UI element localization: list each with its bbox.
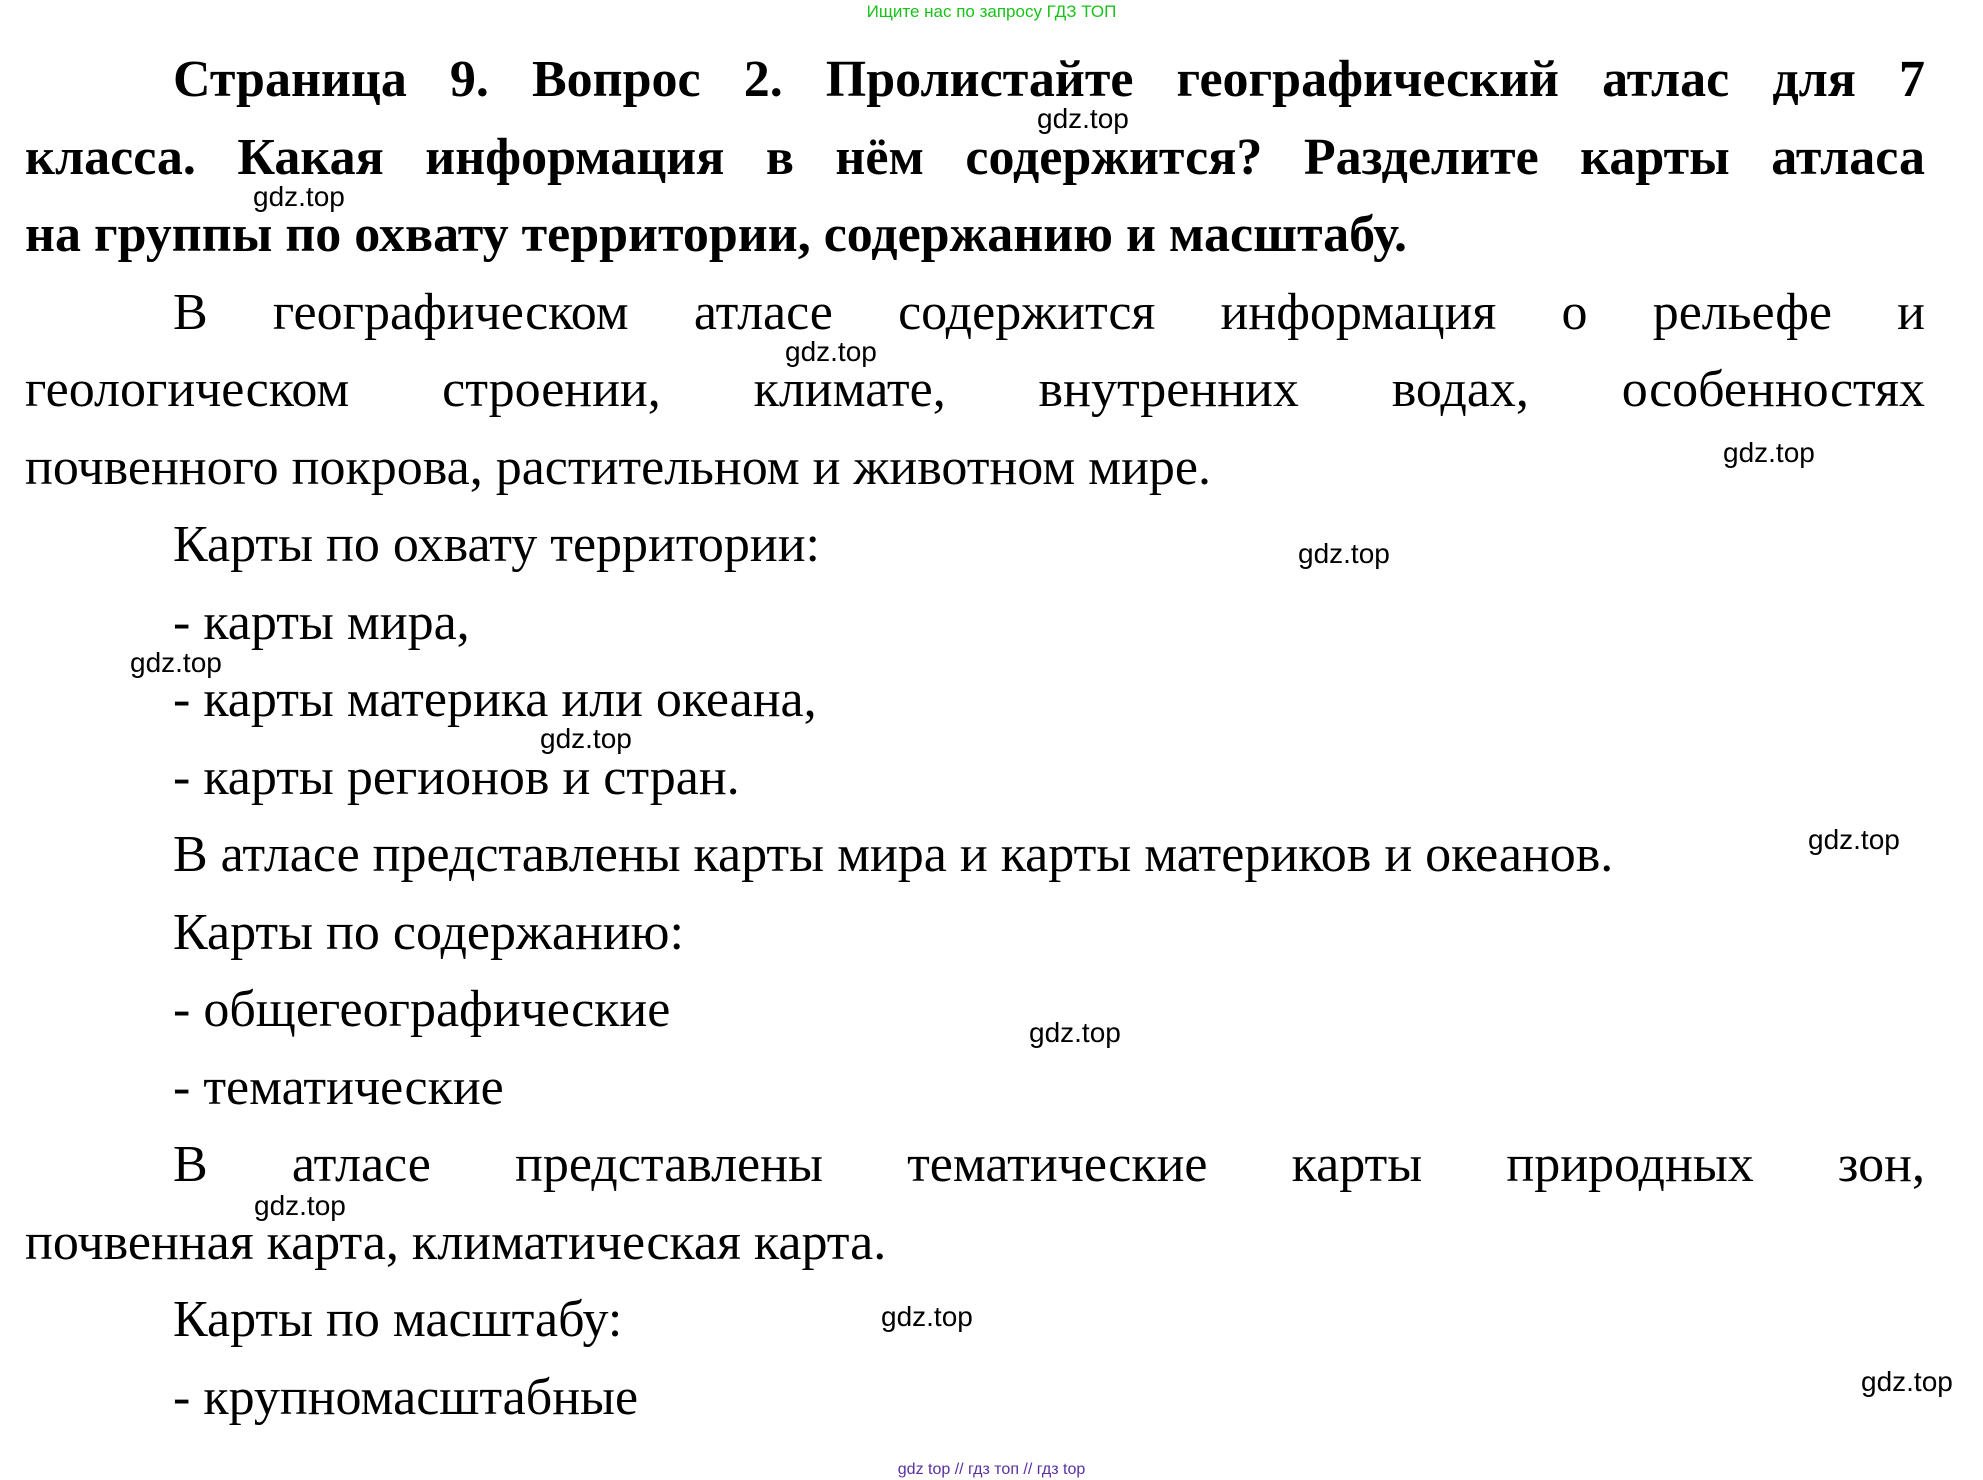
scale-heading: Карты по масштабу: <box>173 1291 623 1348</box>
answer-intro-line-3: почвенного покрова, растительном и животном мире. <box>25 439 1211 496</box>
territory-item: - карты регионов и стран. <box>173 749 740 806</box>
watermark: gdz.top <box>254 1190 346 1221</box>
territory-note: В атласе представлены карты мира и карты материков и океанов. <box>173 826 1614 883</box>
watermark: gdz.top <box>1861 1366 1953 1397</box>
watermark: gdz.top <box>1298 538 1390 569</box>
answer-intro-line-1: В географическом атласе содержится информация о рельефе и <box>173 284 1925 341</box>
territory-item: - карты мира, <box>173 594 470 651</box>
watermark: gdz.top <box>1037 103 1129 134</box>
answer-intro-line-2: геологическом строении, климате, внутренних водах, особенностях <box>25 361 1925 418</box>
watermark: gdz.top <box>1808 824 1900 855</box>
watermark: gdz.top <box>1723 437 1815 468</box>
question-line-2: класса. Какая информация в нём содержится? Разделите карты атласа <box>25 129 1925 186</box>
content-note-line-2: почвенная карта, климатическая карта. <box>25 1214 887 1271</box>
top-banner: Ищите нас по запросу ГДЗ ТОП <box>866 2 1117 21</box>
footer-links: gdz top // гдз топ // гдз top <box>897 1461 1086 1478</box>
watermark: gdz.top <box>881 1301 973 1332</box>
scale-item: - крупномасштабные <box>173 1369 639 1426</box>
territory-item: - карты материка или океана, <box>173 671 817 728</box>
watermark: gdz.top <box>540 723 632 754</box>
question-text-start: Пролистайте географический атлас для 7 <box>825 51 1925 108</box>
content-heading: Карты по содержанию: <box>173 904 684 961</box>
content-item: - тематические <box>173 1059 504 1116</box>
question-line-3: на группы по охвату территории, содержанию и масштабу. <box>25 206 1407 263</box>
question-reference: Страница 9. Вопрос 2. <box>173 51 783 108</box>
watermark: gdz.top <box>253 181 345 212</box>
watermark: gdz.top <box>1029 1017 1121 1048</box>
content-note-line-1: В атласе представлены тематические карты природных зон, <box>173 1136 1925 1193</box>
territory-heading: Карты по охвату территории: <box>173 516 821 573</box>
content-item: - общегеографические <box>173 981 671 1038</box>
watermark: gdz.top <box>130 647 222 678</box>
question-line-1 <box>173 50 1925 110</box>
watermark: gdz.top <box>785 336 877 367</box>
